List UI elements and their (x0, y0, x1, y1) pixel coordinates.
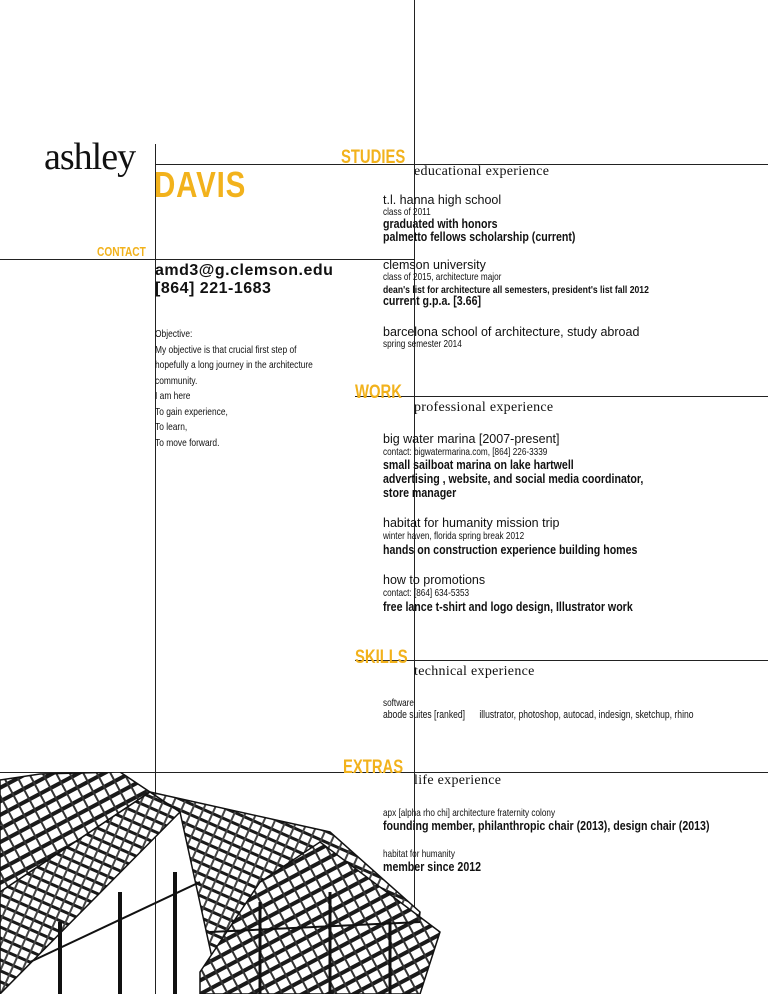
objective (155, 327, 339, 451)
studies-entry-highlight: graduated with honors (383, 217, 498, 231)
studies-entry-name: clemson university (383, 258, 486, 272)
software-label: software (383, 697, 414, 709)
software-suites-list: illustrator, photoshop, autocad, indesign, sketchup, rhino (479, 709, 694, 721)
studies-entry-name: barcelona school of architecture, study abroad (383, 325, 640, 339)
work-entry-name: big water marina [2007-present] (383, 432, 560, 446)
objective-line: Objective: (155, 328, 193, 340)
objective-line: My objective is that crucial first step of (155, 343, 297, 356)
objective-line: To learn, (155, 421, 188, 433)
objective-line: To gain experience, (155, 405, 228, 418)
grid-line-contact (0, 259, 155, 260)
email[interactable]: amd3@g.clemson.edu (155, 262, 334, 279)
extras-entry-name: apx [alpha rho chi] architecture fraternity colony (383, 807, 556, 819)
phone: [864] 221-1683 (155, 280, 272, 297)
studies-entry-detail: spring semester 2014 (383, 338, 462, 350)
work-entry-name: how to promotions (383, 573, 486, 587)
work-subtitle: professional experience (414, 400, 554, 415)
work-entry-name: habitat for humanity mission trip (383, 516, 560, 530)
extras-entry-highlight: member since 2012 (383, 860, 482, 874)
extras-title: EXTRAS (343, 757, 404, 778)
grid-line-skills (355, 660, 768, 661)
grid-line-work (355, 396, 768, 397)
extras-entry-name: habitat for humanity (383, 848, 455, 860)
studies-entry-detail: class of 2015, architecture major (383, 271, 502, 283)
work-entry-highlight: hands on construction experience building homes (383, 543, 638, 557)
work-entry-highlight: advertising , website, and social media coordinator, (383, 472, 644, 486)
extras-entry-highlight: founding member, philanthropic chair (2013), design chair (2013) (383, 819, 710, 833)
work-entry-detail: contact: [864] 634-5353 (383, 587, 470, 599)
studies-entry-highlight: palmetto fellows scholarship (current) (383, 230, 576, 244)
skills-title: SKILLS (355, 647, 408, 668)
contact-heading: CONTACT (97, 244, 146, 259)
work-entry-highlight: free lance t-shirt and logo design, Illustrator work (383, 600, 633, 614)
software-suites-label: abode suites [ranked] (383, 709, 466, 721)
work-entry-highlight: small sailboat marina on lake hartwell (383, 458, 574, 472)
studies-entry-highlight: current g.p.a. [3.66] (383, 294, 482, 308)
work-entry-detail: contact: bigwatermarina.com, [864] 226-3339 (383, 446, 548, 458)
timber-roof-structure-drawing (0, 772, 450, 994)
extras-subtitle: life experience (414, 773, 502, 788)
studies-entry-highlight: dean's list for architecture all semesters, president's list fall 2012 (383, 284, 649, 296)
work-entry-detail: winter haven, florida spring break 2012 (383, 530, 525, 542)
skills-subtitle: technical experience (414, 664, 535, 679)
first-name: ashley (44, 136, 136, 178)
studies-title: STUDIES (341, 147, 406, 168)
studies-subtitle: educational experience (414, 164, 550, 179)
objective-line: I am here (155, 390, 191, 402)
objective-line: community. (155, 374, 198, 387)
work-title: WORK (355, 382, 402, 403)
last-name: DAVIS (154, 164, 247, 205)
grid-line-mid (155, 259, 414, 260)
studies-entry-detail: class of 2011 (383, 206, 431, 218)
objective-line: hopefully a long journey in the architecture (155, 359, 313, 371)
objective-line: To move forward. (155, 436, 220, 449)
work-entry-highlight: store manager (383, 486, 457, 500)
software-suites-row (383, 709, 694, 721)
studies-entry-name: t.l. hanna high school (383, 193, 502, 207)
